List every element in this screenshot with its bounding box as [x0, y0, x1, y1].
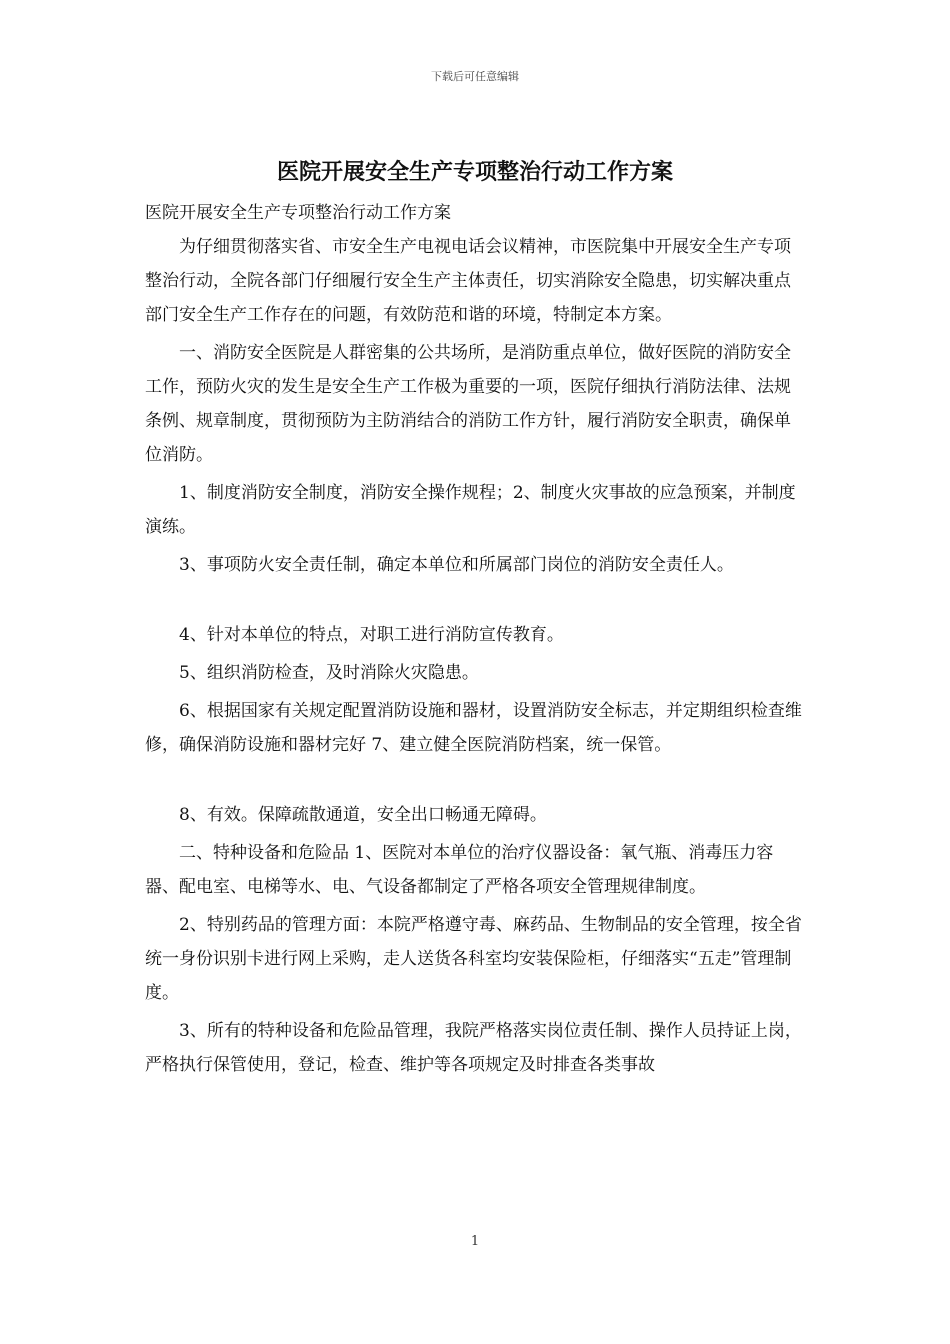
- paragraph-item-8: 8、有效。保障疏散通道，安全出口畅通无障碍。: [179, 805, 547, 825]
- document-title: 医院开展安全生产专项整治行动工作方案: [276, 160, 673, 185]
- paragraph-item-1-2: 1、制度消防安全制度，消防安全操作规程；2、制度火灾事故的应急预案，并制度演练。: [145, 483, 796, 537]
- paragraph-intro: 为仔细贯彻落实省、市安全生产电视电话会议精神，市医院集中开展安全生产专项整治行动，全院各部门仔细履行安全生产主体责任，切实消除安全隐患，切实解决重点部门安全生产工作存在的问题，有效防范和谐的环境，特制定本方案。: [145, 237, 791, 325]
- paragraph-hazard-management: 3、所有的特种设备和危险品管理，我院严格落实岗位责任制、操作人员持证上岗，严格执行保管使用，登记，检查、维护等各项规定及时排查各类事故: [145, 1021, 802, 1075]
- page-number: 1: [470, 1234, 480, 1249]
- paragraph-fire-safety: 一、消防安全医院是人群密集的公共场所，是消防重点单位，做好医院的消防安全工作，预防火灾的发生是安全生产工作极为重要的一项，医院仔细执行消防法律、法规条例、规章制度，贯彻预防为主防消结合的消防工作方针，履行消防安全职责，确保单位消防。: [145, 343, 791, 465]
- header-note: 下载后可任意编辑: [431, 70, 519, 83]
- paragraph-special-equipment: 二、特种设备和危险品 1、医院对本单位的治疗仪器设备：氧气瓶、消毒压力容器、配电室、电梯等水、电、气设备都制定了严格各项安全管理规律制度。: [145, 843, 774, 897]
- paragraph-special-drugs: 2、特别药品的管理方面：本院严格遵守毒、麻药品、生物制品的安全管理，按全省统一身份识别卡进行网上采购，走人送货各科室均安装保险柜，仔细落实“五走”管理制度。: [145, 915, 802, 1003]
- document-body: [145, 196, 807, 1082]
- paragraph-item-5: 5、组织消防检查，及时消除火灾隐患。: [179, 663, 479, 683]
- paragraph-item-3: 3、事项防火安全责任制，确定本单位和所属部门岗位的消防安全责任人。: [179, 555, 734, 575]
- paragraph-item-6-7: 6、根据国家有关规定配置消防设施和器材，设置消防安全标志，并定期组织检查维修，确保消防设施和器材完好 7、建立健全医院消防档案，统一保管。: [145, 701, 802, 755]
- document-subtitle: 医院开展安全生产专项整治行动工作方案: [145, 203, 451, 223]
- paragraph-item-4: 4、针对本单位的特点，对职工进行消防宣传教育。: [179, 625, 564, 645]
